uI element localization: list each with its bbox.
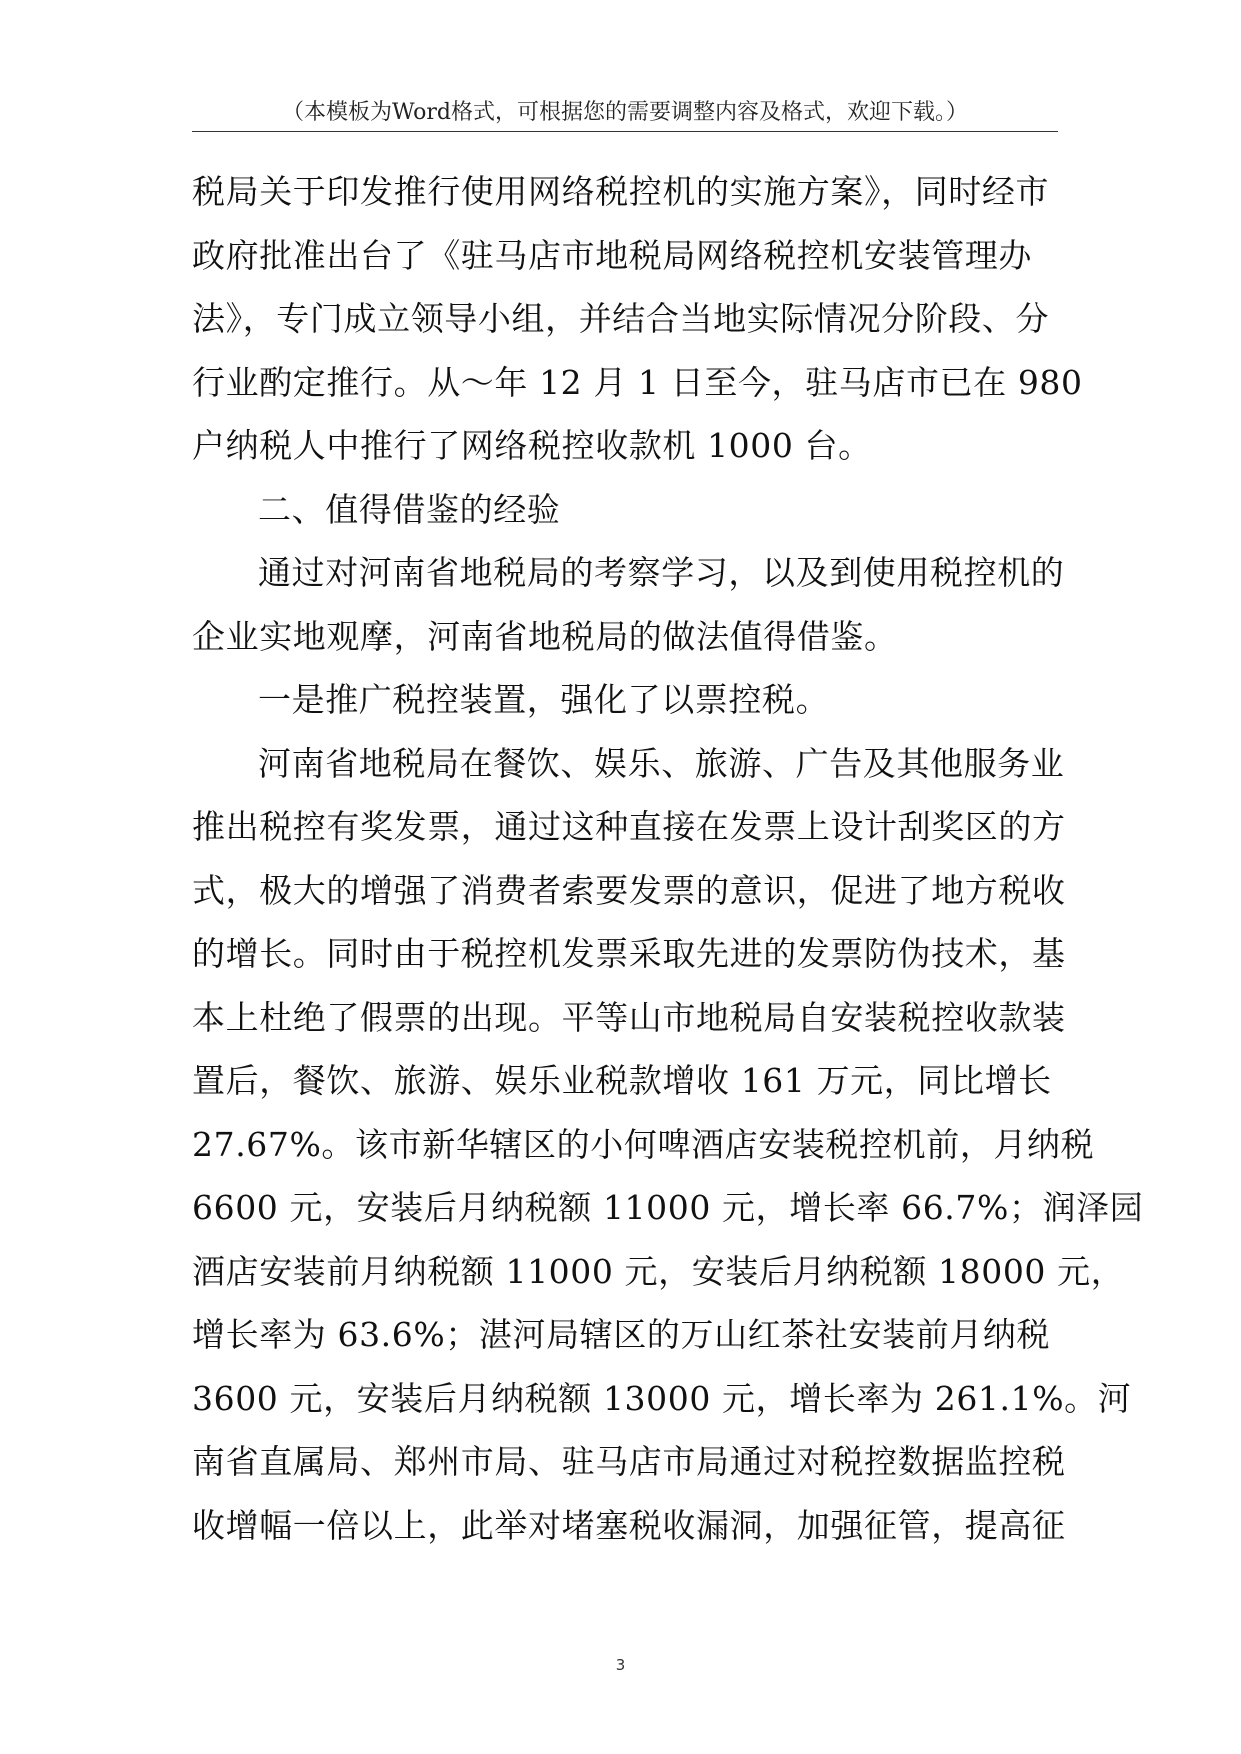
- body-line: 的增长。同时由于税控机发票采取先进的发票防伪技术，基: [192, 934, 1066, 973]
- section-heading: 二、值得借鉴的经验: [258, 489, 561, 529]
- header-divider: [192, 131, 1058, 132]
- document-body: [192, 160, 1144, 1557]
- subheading-line: 一是推广税控装置，强化了以票控税。: [258, 680, 830, 719]
- body-line: 收增幅一倍以上，此举对堵塞税收漏洞，加强征管，提高征: [192, 1505, 1066, 1545]
- body-line: 本上杜绝了假票的出现。平等山市地税局自安装税控收款装: [192, 997, 1066, 1037]
- body-line: 6600 元，安装后月纳税额 11000 元，增长率 66.7%；润泽园: [192, 1188, 1144, 1227]
- body-line: 南省直属局、郑州市局、驻马店市局通过对税控数据监控税: [192, 1442, 1066, 1481]
- body-line: 27.67%。该市新华辖区的小何啤酒店安装税控机前，月纳税: [192, 1124, 1095, 1164]
- body-line: 通过对河南省地税局的考察学习，以及到使用税控机的: [258, 553, 1065, 592]
- body-line: 政府批准出台了《驻马店市地税局网络税控机安装管理办: [192, 235, 1032, 275]
- template-header-note: （本模板为Word格式，可根据您的需要调整内容及格式，欢迎下载。）: [282, 100, 968, 125]
- body-line: 企业实地观摩，河南省地税局的做法值得借鉴。: [192, 616, 898, 656]
- body-line: 3600 元，安装后月纳税额 13000 元，增长率为 261.1%。河: [192, 1378, 1132, 1418]
- body-line: 酒店安装前月纳税额 11000 元，安装后月纳税额 18000 元，: [192, 1251, 1125, 1291]
- body-line: 河南省地税局在餐饮、娱乐、旅游、广告及其他服务业: [258, 743, 1065, 783]
- body-line: 推出税控有奖发票，通过这种直接在发票上设计刮奖区的方: [192, 807, 1066, 846]
- page-number: 3: [615, 1656, 626, 1674]
- body-line: 户纳税人中推行了网络税控收款机 1000 台。: [192, 426, 872, 465]
- body-line: 法》，专门成立领导小组，并结合当地实际情况分阶段、分: [192, 299, 1050, 338]
- body-line: 增长率为 63.6%；湛河局辖区的万山红茶社安装前月纳税: [192, 1315, 1051, 1354]
- body-line: 式，极大的增强了消费者索要发票的意识，促进了地方税收: [192, 870, 1066, 910]
- body-line: 税局关于印发推行使用网络税控机的实施方案》，同时经市: [192, 172, 1050, 211]
- body-line: 置后，餐饮、旅游、娱乐业税款增收 161 万元，同比增长: [192, 1061, 1052, 1100]
- body-line: 行业酌定推行。从～年 12 月 1 日至今，驻马店市已在 980: [192, 362, 1083, 402]
